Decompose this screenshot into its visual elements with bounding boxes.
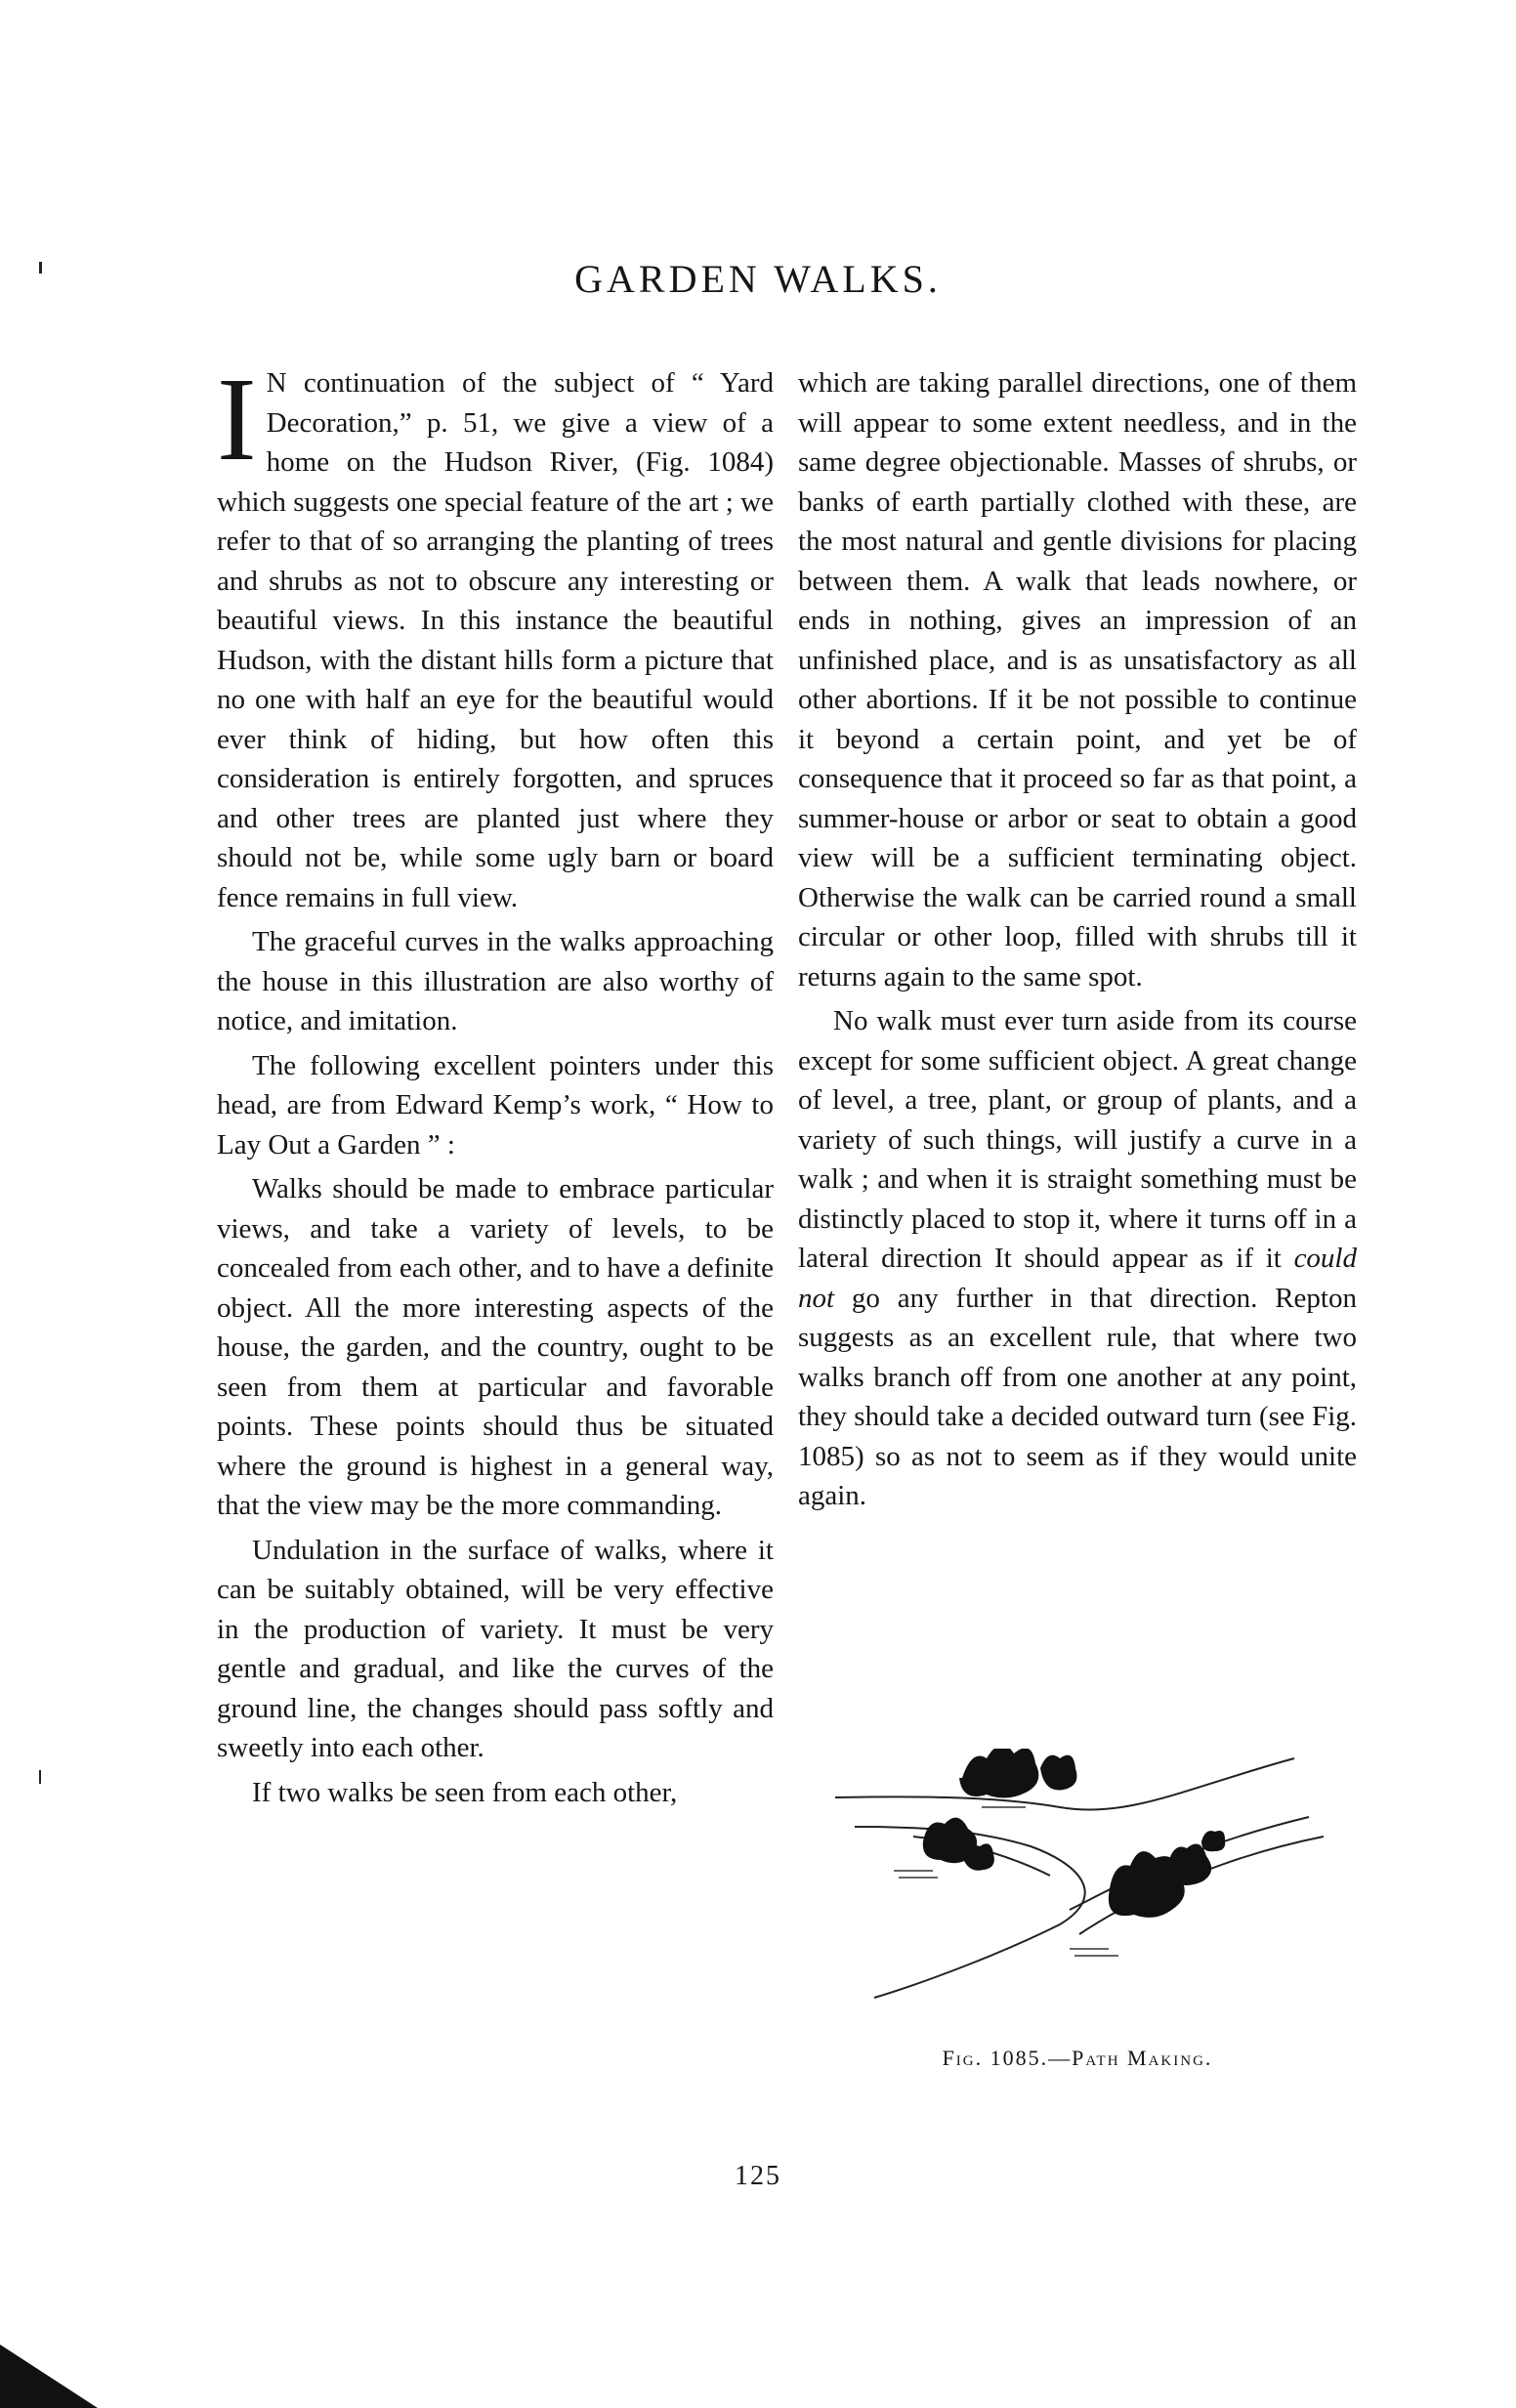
left-column xyxy=(217,354,774,1817)
paragraph-8-part-2: go any further in that direction. Repton suggests as an excellent rule, that where two walks branch off from one another at any point, they should take a decided outward turn (see Fig. 1085) so as not to seem as if they would unite again. xyxy=(798,1282,1357,1511)
paragraph-6: If two walks be seen from each other, xyxy=(252,1776,678,1808)
paragraph-7: which are taking parallel directions, one of them will appear to some extent needless, and in the same degree objectionable. Masses of shrubs, or banks of earth partially clothed with these, are the most natural and gentle divisions for placing between them. A walk that leads nowhere, or ends in nothing, gives an impression of an unfinished place, and is as unsatisfactory as all other abortions. If it be not possible to continue it beyond a certain point, and yet be of consequence that it proceed so far as that point, a summer-house or arbor or seat to obtain a good view will be a sufficient terminating object. Otherwise the walk can be carried round a small circular or other loop, filled with shrubs till it returns again to the same spot. xyxy=(798,367,1357,993)
paragraph-2: The graceful curves in the walks approaching the house in this illustration are also worthy of notice, and imitation. xyxy=(217,926,774,1036)
shrub-group-top xyxy=(959,1749,1038,1798)
path-making-illustration xyxy=(816,1749,1363,2012)
scan-speck xyxy=(39,262,42,274)
page-title: GARDEN WALKS. xyxy=(574,257,942,301)
emphasis-could-not: could not xyxy=(798,1243,1357,1314)
figure-caption: Fig. 1085.—Path Making. xyxy=(942,2046,1213,2070)
shrub-masses xyxy=(923,1749,1225,1918)
paragraph-3: The following excellent pointers under this head, are from Edward Kemp’s work, “ How to Lay Out a Garden ” : xyxy=(217,1049,774,1161)
paragraph-5: Undulation in the surface of walks, where it can be suitably obtained, will be very effective in the production of variety. It must be very gentle and gradual, and like the curves of the ground line, the changes should pass softly and sweetly into each other. xyxy=(217,1534,774,1763)
scan-speck xyxy=(39,1770,41,1784)
paragraph-1 xyxy=(217,354,774,917)
drop-cap: I xyxy=(217,354,257,486)
paragraph-8-part-1: No walk must ever turn aside from its course except for some sufficient object. A great change of level, a tree, plant, or group of plants, and a variety of such things, will justify a curve in a walk ; and when it is straight something must be distinctly placed to stop it, where it turns off in a lateral direction It should appear as if it xyxy=(798,1005,1357,1274)
page-number: 125 xyxy=(735,2161,781,2191)
paragraph-1-text: N continuation of the subject of “ Yard Decoration,” p. 51, we give a view of a home on the Hudson River, (Fig. 1084) which suggests one special feature of the art ; we refer to that of so arranging the planting of trees and shrubs as not to obscure any interesting or beautiful views. In this instance the beautiful Hudson, with the distant hills form a picture that no one with half an eye for the beautiful would ever think of hiding, but how often this consideration is entirely forgotten, and spruces and other trees are planted just where they should not be, while some ugly barn or board fence remains in full view. xyxy=(217,367,774,913)
right-column xyxy=(798,363,1357,1521)
paragraph-8 xyxy=(798,1001,1357,1516)
scan-corner-mark xyxy=(0,2345,98,2408)
paragraph-4: Walks should be made to embrace particular views, and take a variety of levels, to be concealed from each other, and to have a definite object. All the more interesting aspects of the house, the garden, and the country, ought to be seen from them at particular and favorable points. These points should thus be situated where the ground is highest in a general way, that the view may be the more commanding. xyxy=(217,1173,774,1521)
